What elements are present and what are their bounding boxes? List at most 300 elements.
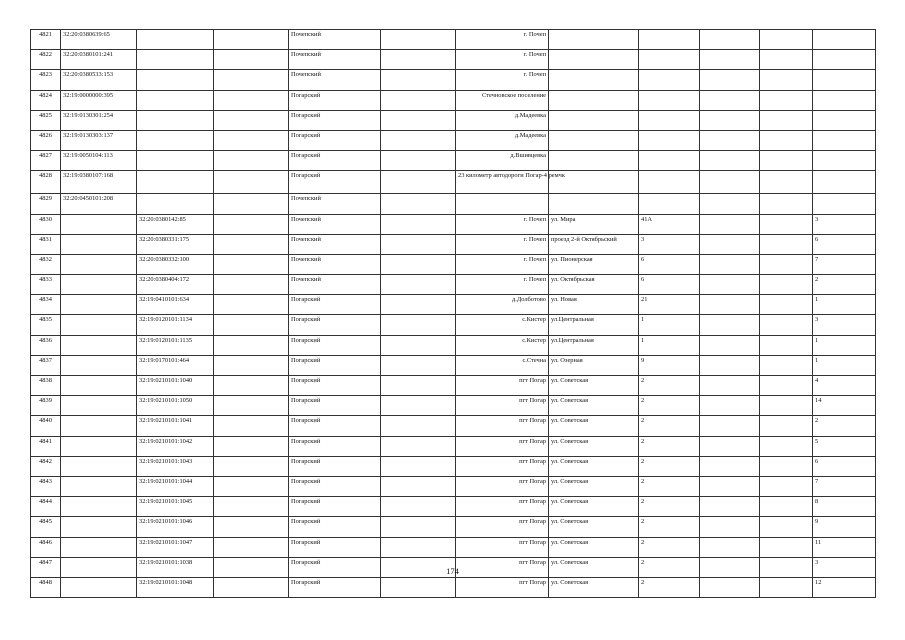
table-cell: [760, 254, 813, 274]
table-cell: [813, 151, 876, 171]
table-cell: [760, 194, 813, 214]
table-cell: [813, 194, 876, 214]
cell-text: 4835: [39, 316, 52, 324]
table-cell: [381, 537, 456, 557]
table-cell: [456, 436, 549, 456]
table-cell: [456, 194, 549, 214]
table-cell: [381, 436, 456, 456]
cell-text: пгт Погар: [519, 578, 546, 586]
cell-text: Погарский: [291, 477, 321, 485]
table-cell: [700, 436, 760, 456]
table-cell: [700, 497, 760, 517]
table-cell: [137, 497, 214, 517]
cell-text: пгт Погар: [519, 558, 546, 566]
table-cell: [639, 194, 700, 214]
page-number: 174: [446, 566, 459, 576]
table-cell: [700, 30, 760, 50]
table-cell: [31, 376, 61, 396]
table-cell: [456, 376, 549, 396]
table-cell: [137, 214, 214, 234]
cell-text: Погарский: [291, 296, 321, 304]
cell-text: Почепский: [291, 195, 321, 203]
table-cell: [549, 254, 639, 274]
cell-text: Почепский: [291, 51, 321, 59]
table-cell: [549, 476, 639, 496]
table-cell: [289, 171, 381, 194]
cell-text: 32:19:0130303:137: [63, 131, 114, 139]
cell-text: Погарский: [291, 538, 321, 546]
table-cell: [137, 537, 214, 557]
cell-text: ул. Советская: [551, 498, 589, 506]
cell-text: г. Почеп: [523, 255, 546, 263]
table-cell: [639, 295, 700, 315]
table-cell: [289, 335, 381, 355]
table-cell: [456, 315, 549, 335]
cell-text: 4826: [39, 131, 52, 139]
table-cell: [137, 30, 214, 50]
table-cell: [289, 476, 381, 496]
cell-text: Почепский: [291, 215, 321, 223]
table-cell: [381, 70, 456, 90]
cell-text: 6: [815, 235, 819, 243]
cell-text: пгт Погар: [519, 538, 546, 546]
table-cell: [289, 295, 381, 315]
table-cell: [760, 355, 813, 375]
cell-text: 2: [641, 518, 645, 526]
table-cell: [214, 456, 289, 476]
table-cell: [381, 315, 456, 335]
table-cell: [61, 436, 137, 456]
cell-text: пгт Погар: [519, 518, 546, 526]
table-cell: [456, 577, 549, 597]
table-cell: [31, 254, 61, 274]
table-cell: [137, 335, 214, 355]
cell-text: 32:20:0380331:175: [139, 235, 190, 243]
cell-text: пгт Погар: [519, 457, 546, 465]
table-cell: [639, 577, 700, 597]
table-cell: [700, 70, 760, 90]
cell-text: 32:19:0410101:634: [139, 296, 190, 304]
cell-text: г. Почеп: [523, 215, 546, 223]
cell-text: 2: [641, 457, 645, 465]
table-cell: [813, 456, 876, 476]
cell-text: 2: [815, 417, 819, 425]
table-cell: [813, 335, 876, 355]
table-cell: [639, 436, 700, 456]
table-row: [31, 194, 876, 214]
table-row: [31, 315, 876, 335]
cell-text: 32:19:0210101:1047: [139, 538, 193, 546]
table-cell: [214, 275, 289, 295]
cell-text: ул. Советская: [551, 558, 589, 566]
table-cell: [31, 577, 61, 597]
table-cell: [813, 130, 876, 150]
table-cell: [760, 497, 813, 517]
table-cell: [760, 335, 813, 355]
table-cell: [549, 194, 639, 214]
table-cell: [289, 355, 381, 375]
table-cell: [214, 335, 289, 355]
table-cell: [31, 537, 61, 557]
table-cell: [813, 171, 876, 194]
table-cell: [31, 30, 61, 50]
table-cell: [549, 436, 639, 456]
table-cell: [760, 315, 813, 335]
cell-text: пгт Погар: [519, 397, 546, 405]
cell-text: ул.Центральная: [551, 316, 594, 324]
table-cell: [549, 456, 639, 476]
table-cell: [214, 70, 289, 90]
table-cell: [456, 517, 549, 537]
table-cell: [549, 295, 639, 315]
table-cell: [639, 151, 700, 171]
cell-text: 1: [815, 356, 819, 364]
table-cell: [639, 315, 700, 335]
table-cell: [639, 537, 700, 557]
cell-text: 12: [815, 578, 822, 586]
table-cell: [214, 517, 289, 537]
table-cell: [31, 234, 61, 254]
table-cell: [549, 315, 639, 335]
cell-text: ул. Советская: [551, 457, 589, 465]
table-cell: [289, 50, 381, 70]
table-cell: [137, 295, 214, 315]
table-cell: [760, 376, 813, 396]
table-cell: [639, 90, 700, 110]
cell-text: 4837: [39, 356, 52, 364]
table-cell: [549, 376, 639, 396]
table-cell: [381, 151, 456, 171]
cell-text: Погарский: [291, 111, 321, 119]
cell-text: г. Почеп: [523, 31, 546, 38]
table-cell: [214, 214, 289, 234]
table-cell: [700, 50, 760, 70]
table-cell: [381, 416, 456, 436]
table-cell: [549, 151, 639, 171]
table-cell: [214, 50, 289, 70]
cell-text: г. Почеп: [523, 51, 546, 59]
table-cell: [813, 497, 876, 517]
cell-text: г. Почеп: [523, 71, 546, 79]
table-row: [31, 355, 876, 375]
cell-text: д.Вшивцевка: [510, 152, 546, 160]
table-cell: [700, 416, 760, 436]
cell-text: Погарский: [291, 131, 321, 139]
table-cell: [639, 171, 700, 194]
cell-text: с.Кистер: [522, 316, 546, 324]
table-cell: [137, 70, 214, 90]
table-cell: [813, 476, 876, 496]
table-cell: [813, 517, 876, 537]
table-cell: [639, 30, 700, 50]
table-cell: [289, 456, 381, 476]
table-cell: [549, 335, 639, 355]
table-cell: [137, 376, 214, 396]
cell-text: 4842: [39, 457, 52, 465]
cell-text: 1: [815, 336, 819, 344]
table-cell: [289, 110, 381, 130]
table-cell: [760, 130, 813, 150]
cell-text: 32:20:0380639:65: [63, 31, 110, 38]
cell-text: 4823: [39, 71, 52, 79]
cell-text: пгт Погар: [519, 437, 546, 445]
table-cell: [289, 275, 381, 295]
table-cell: [700, 151, 760, 171]
table-cell: [381, 234, 456, 254]
table-cell: [639, 416, 700, 436]
cell-text: ул. Советская: [551, 417, 589, 425]
table-cell: [61, 376, 137, 396]
table-cell: [289, 214, 381, 234]
cell-text: 32:19:0120101:1135: [139, 336, 193, 344]
cell-text: 32:19:0210101:1040: [139, 377, 193, 384]
cell-text: 32:19:0170101:464: [139, 356, 190, 364]
table-cell: [760, 50, 813, 70]
table-cell: [760, 416, 813, 436]
cell-text: 4836: [39, 336, 52, 344]
table-cell: [137, 151, 214, 171]
table-cell: [700, 476, 760, 496]
table-cell: [456, 537, 549, 557]
table-cell: [549, 70, 639, 90]
table-cell: [760, 275, 813, 295]
table-cell: [381, 517, 456, 537]
cell-text: пгт Погар: [519, 417, 546, 425]
table-cell: [760, 577, 813, 597]
cell-text: 32:19:0210101:1048: [139, 578, 193, 586]
cell-text: 4822: [39, 51, 52, 59]
table-cell: [214, 295, 289, 315]
table-cell: [137, 90, 214, 110]
cell-text: 4840: [39, 417, 52, 425]
table-row: [31, 90, 876, 110]
table-cell: [61, 214, 137, 234]
cell-text: 4834: [39, 296, 52, 304]
table-cell: [456, 90, 549, 110]
table-cell: [549, 234, 639, 254]
cell-text: 4831: [39, 235, 52, 243]
table-cell: [456, 275, 549, 295]
table-cell: [639, 234, 700, 254]
table-cell: [549, 416, 639, 436]
table-cell: [61, 50, 137, 70]
table-row: [31, 517, 876, 537]
table-cell: [456, 456, 549, 476]
table-cell: [813, 110, 876, 130]
cell-text: Погарский: [291, 457, 321, 465]
table-cell: [456, 171, 565, 194]
table-body: [31, 30, 876, 598]
table-cell: [289, 90, 381, 110]
table-cell: [549, 30, 639, 50]
table-cell: [31, 396, 61, 416]
table-row: [31, 537, 876, 557]
table-cell: [549, 355, 639, 375]
table-cell: [31, 355, 61, 375]
cell-text: д.Мадеевка: [514, 131, 546, 139]
table-cell: [31, 436, 61, 456]
table-row: [31, 171, 876, 194]
table-cell: [456, 214, 549, 234]
cell-text: 4: [815, 377, 819, 384]
table-cell: [61, 30, 137, 50]
table-cell: [813, 275, 876, 295]
table-cell: [137, 234, 214, 254]
table-cell: [639, 497, 700, 517]
table-cell: [31, 416, 61, 436]
table-cell: [31, 151, 61, 171]
table-cell: [700, 214, 760, 234]
table-cell: [813, 355, 876, 375]
cell-text: ул. Пионерская: [551, 255, 593, 263]
cell-text: с.Стечна: [522, 356, 546, 364]
cell-text: Погарский: [291, 91, 321, 99]
table-cell: [289, 436, 381, 456]
table-cell: [381, 254, 456, 274]
table-cell: [214, 376, 289, 396]
cell-text: 32:19:0050104:113: [63, 152, 113, 160]
cell-text: 2: [641, 397, 645, 405]
table-cell: [549, 497, 639, 517]
table-cell: [381, 355, 456, 375]
table-cell: [700, 537, 760, 557]
table-cell: [61, 335, 137, 355]
table-cell: [456, 355, 549, 375]
table-cell: [456, 70, 549, 90]
table-row: [31, 50, 876, 70]
cell-text: 4846: [39, 538, 52, 546]
cell-text: 21: [641, 296, 648, 304]
table-cell: [813, 436, 876, 456]
table-cell: [381, 456, 456, 476]
cell-text: 32:19:0210101:1046: [139, 518, 193, 526]
table-cell: [137, 130, 214, 150]
table-cell: [289, 151, 381, 171]
cell-text: 1: [641, 336, 645, 344]
table-cell: [813, 376, 876, 396]
table-cell: [813, 396, 876, 416]
cell-text: 32:19:0210101:1050: [139, 397, 193, 405]
cell-text: ул. Мира: [551, 215, 576, 223]
table-cell: [700, 517, 760, 537]
table-cell: [456, 110, 549, 130]
cell-text: 32:19:0380107:168: [63, 172, 114, 180]
table-cell: [456, 50, 549, 70]
cell-text: 4833: [39, 276, 52, 284]
table-cell: [700, 456, 760, 476]
table-cell: [214, 497, 289, 517]
cell-text: 4841: [39, 437, 52, 445]
table-cell: [456, 130, 549, 150]
table-cell: [381, 275, 456, 295]
table-cell: [31, 50, 61, 70]
table-cell: [549, 396, 639, 416]
table-cell: [760, 90, 813, 110]
table-cell: [813, 315, 876, 335]
table-cell: [137, 355, 214, 375]
table-cell: [549, 50, 639, 70]
table-cell: [813, 70, 876, 90]
table-cell: [61, 254, 137, 274]
table-cell: [137, 171, 214, 194]
table-cell: [639, 130, 700, 150]
cell-text: 1: [815, 296, 819, 304]
table-cell: [381, 110, 456, 130]
table-cell: [61, 456, 137, 476]
table-cell: [381, 130, 456, 150]
table-cell: [214, 30, 289, 50]
table-cell: [381, 577, 456, 597]
table-cell: [639, 355, 700, 375]
table-cell: [549, 214, 639, 234]
cell-text: 6: [815, 457, 819, 465]
cell-text: Погарский: [291, 558, 321, 566]
table-cell: [700, 90, 760, 110]
table-cell: [137, 50, 214, 70]
table-cell: [214, 416, 289, 436]
table-cell: [61, 295, 137, 315]
cell-text: 2: [641, 437, 645, 445]
cell-text: 7: [815, 255, 819, 263]
cell-text: ул. Советская: [551, 518, 589, 526]
table-cell: [289, 234, 381, 254]
table-cell: [639, 476, 700, 496]
table-row: [31, 110, 876, 130]
table-cell: [813, 416, 876, 436]
table-cell: [137, 396, 214, 416]
table-cell: [639, 517, 700, 537]
table-cell: [456, 234, 549, 254]
cell-text: 3: [641, 235, 645, 243]
table-cell: [456, 30, 549, 50]
cell-text: 2: [641, 377, 645, 384]
table-row: [31, 30, 876, 50]
table-cell: [214, 436, 289, 456]
cell-text: 32:20:0380142:85: [139, 215, 186, 223]
cell-text: 2: [641, 538, 645, 546]
cell-text: 4847: [39, 558, 52, 566]
cell-text: 4838: [39, 377, 52, 384]
table-cell: [813, 234, 876, 254]
cell-text: Погарский: [291, 397, 321, 405]
table-cell: [456, 416, 549, 436]
table-cell: [214, 234, 289, 254]
table-cell: [61, 577, 137, 597]
cell-text: 8: [815, 498, 819, 506]
table-cell: [700, 335, 760, 355]
cell-text: 4824: [39, 91, 52, 99]
table-cell: [456, 151, 549, 171]
table-row: [31, 436, 876, 456]
table-cell: [214, 577, 289, 597]
cell-text: пгт Погар: [519, 477, 546, 485]
table-row: [31, 416, 876, 436]
table-cell: [61, 416, 137, 436]
table-row: [31, 376, 876, 396]
table-cell: [813, 537, 876, 557]
table-cell: [639, 275, 700, 295]
table-cell: [700, 315, 760, 335]
table-cell: [760, 537, 813, 557]
cell-text: ул. Советская: [551, 377, 589, 384]
table-row: [31, 151, 876, 171]
table-cell: [214, 194, 289, 214]
table-cell: [456, 254, 549, 274]
cell-text: проезд 2-й Октябрьский: [551, 235, 617, 243]
table-cell: [31, 295, 61, 315]
table-cell: [639, 396, 700, 416]
cell-text: Погарский: [291, 336, 321, 344]
